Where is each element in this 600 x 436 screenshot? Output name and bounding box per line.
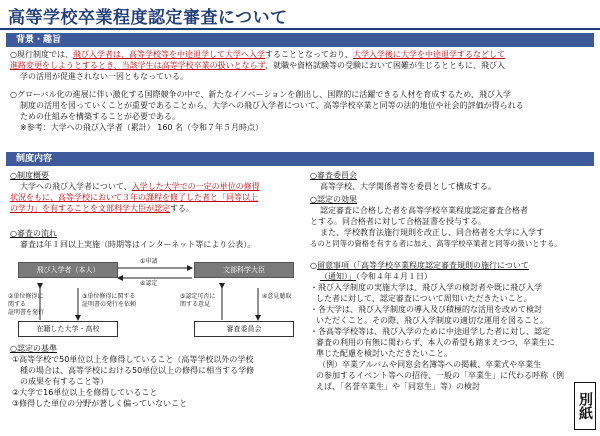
note-item-1: ・飛び入学制度の実施大学は、飛び入学の検討者や既に飛び入学 [310,283,542,292]
text-highlight: 飛び入学者は、高等学校等を中途退学して大学へ入学 [72,50,265,59]
committee-heading: ○審査委員会 [310,171,357,180]
flow-box-university: 在籍した大学・高校 [18,321,118,337]
text-highlight: 大学入学後に大学を中途退学するなどして [352,50,505,59]
flow-box-mext: 文部科学大臣 [194,262,294,278]
note-item-2: ・各大学は、飛び入学制度の導入及び積極的な活用を改めて検討 [310,305,542,314]
reference-note: ※参考：大学への飛び入学者（累計） 160 名（令和７年５月時点） [20,123,264,132]
flow-box-applicant: 飛び入学者（本人） [18,262,118,278]
example-text: （例）卒業アルバムや同窓会名簿等への掲載、卒業式や卒業生 [318,360,542,369]
text-highlight: 進路変更をしようとするとき、当該学生は高等学校卒業の扱いとならず [10,61,266,70]
effect-heading: ○認定の効果 [310,195,357,204]
text: 学の活用が促進されない一因ともなっている。 [20,72,188,81]
text: ための仕組みを構築することが必要である。 [20,112,180,121]
notes [310,260,580,392]
criterion-1: ①高等学校で50単位以上を修得していること（高等学校以外の学校 [12,355,254,364]
flow-step-1: ①申請 [140,258,158,265]
flow-step-5: ⑤認定可否に 関する意見 [180,293,216,308]
section-header-content: 制度内容 [6,152,594,166]
note-item-1-cont: した者に対して、認定審査について周知いただきたいこと。 [316,294,532,303]
text: ○グローバル化の進展に伴い激化する国際競争の中で、新たなイノベーションを創出し、国際的に活躍できる人材を育成するため、飛び入学 [10,90,511,99]
flow-step-3: ③単位修得に関する 証明書の発行を依頼 [82,293,137,308]
page-title: 高等学校卒業程度認定審査について [8,8,288,28]
note-item-3-cont: 準じた配慮を検討いただきたいこと。 [316,349,452,358]
text: 認定審査に合格した者を高等学校卒業程度認定審査合格者 [320,206,528,215]
committee-text: 高等学校、大学関係者等を委員として構成する。 [320,182,496,191]
flow-step-4: ④意見聴取 [262,293,292,300]
text: また、学校教育法施行規則を改正し、同合格者を大学に入学す [320,228,544,237]
flow-step-2: ②単位修得に関する 証明書を発行 [8,293,45,316]
note-item-3-cont: 審査の利用の有無に関わらず、本人の希望も踏まえつつ、卒業生に [316,338,555,347]
text: 制度の活用を図っていくことが重要であることから、大学への飛び入学者について、高等学校卒業と同等の法的地位や社会的評価が得られる [20,101,524,110]
text: ○ [310,261,317,270]
criterion-3: ③修得した単位の分野が著しく偏っていないこと [12,399,188,408]
notes-heading-cont: （通知）」 [320,272,356,281]
criteria-heading: ○認定の基準 [10,344,57,353]
note-item-2-cont: いただくこと。その際、飛び入学制度の適切な運用を図ること。 [316,316,548,325]
criterion-2: ②大学で16単位以上を修得していること [12,388,158,397]
criterion-1-cont: の成果を有すること等） [20,377,108,386]
text: るのと同等の資格を有する者に加え、高等学校卒業者と同等の扱いとする。 [310,239,562,248]
note-item-3: ・各高等学校等は、飛び入学のために中途退学した者に対し、認定 [310,327,550,336]
text: ○現行制度では、 [10,50,73,59]
flow-heading: ○審査の流れ [10,229,57,238]
example-text: の参加するイベント等への招待、一般の「卒業生」に代わる呼称（例 [316,371,564,380]
example-text: えば、「名誉卒業生」や「同窓生」等）の検討 [316,382,480,391]
text: 、就職や資格試験等の受験において困難が生じるとともに、飛び入 [265,61,506,70]
text: （令和４年４月１日） [356,272,432,281]
notes-heading: 留意事項（「高等学校卒業程度認定審査規則の施行について [316,261,529,270]
text-highlight: 入学した大学での一定の単位の修得 [131,182,260,191]
text: することとなっており、 [264,50,353,59]
text-highlight: 状況をもに、高等学校において３年の課程を修了した者と「同等以上 [10,193,258,202]
text: とする。同合格者に対して合格証書を授与する。 [310,217,486,226]
text: 大学への飛び入学者について、 [20,182,132,191]
committee [310,170,596,192]
flow-step-6: ⑥認定 [140,280,158,287]
attachment-label: 別紙 [574,382,596,430]
section-header-background: 背景・趣旨 [6,33,594,47]
flow-box-committee: 審査委員会 [194,321,294,337]
text-highlight: の学力」を有することを文部科学大臣が認定 [10,204,170,213]
text: する。 [170,204,194,213]
criterion-1-cont: 種の場合は、高等学校における50単位以上の修得に相当する学修 [20,366,255,375]
criteria [10,343,306,409]
flow-subtext: 審査は年１回以上実施（時期等はインターネット等により公表）。 [20,240,256,249]
effect [310,194,596,249]
overview-heading: ○制度概要 [10,171,49,180]
